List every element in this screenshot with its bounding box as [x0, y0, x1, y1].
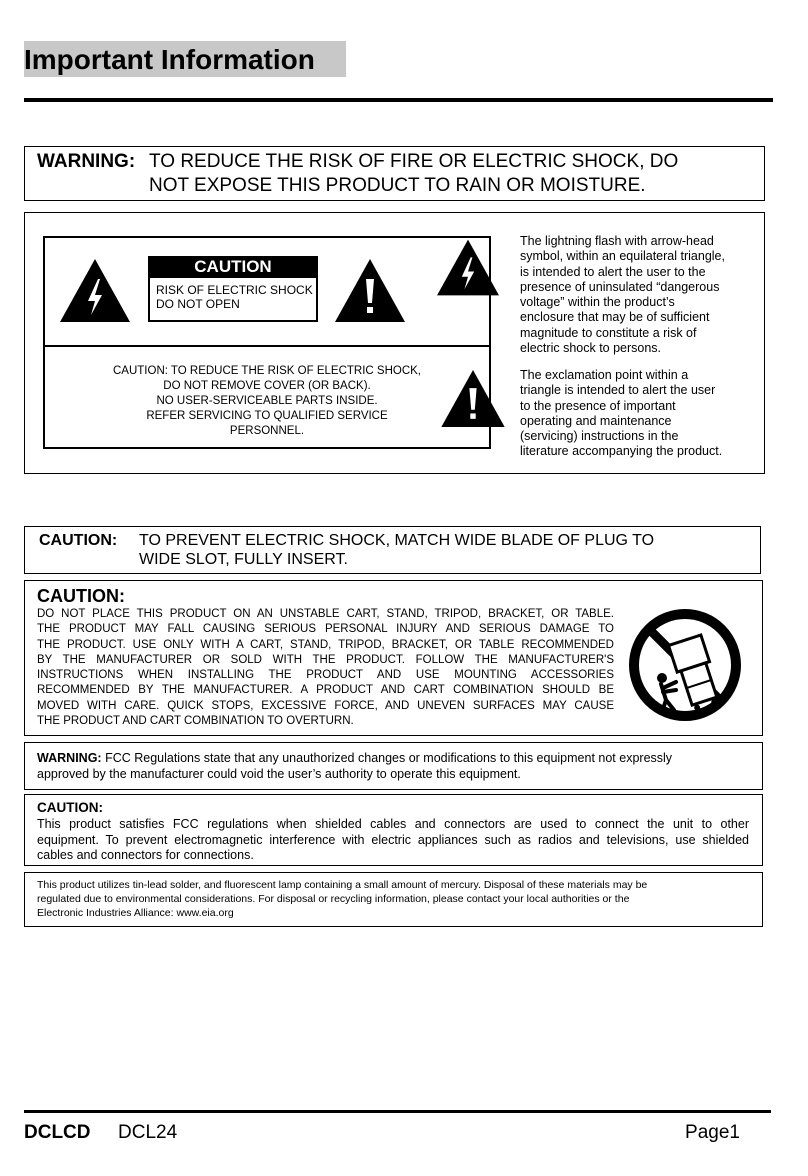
caution-panel-text	[45, 364, 489, 439]
explanation-line: triangle is intended to alert the user	[520, 383, 716, 398]
explanation-line: magnitude to constitute a risk of	[520, 325, 697, 340]
cart-caution-text	[37, 607, 614, 729]
title-rule	[24, 98, 773, 102]
footer-page-number: Page1	[685, 1122, 740, 1143]
caution-panel-line: CAUTION: TO REDUCE THE RISK OF ELECTRIC SHOCK,	[113, 365, 421, 377]
cart-caution-line: THE PRODUCT MAY FALL CAUSING SERIOUS PERSONAL INJURY AND SERIOUS DAMAGE TO	[37, 623, 614, 636]
explanation-line: (servicing) instructions in the	[520, 429, 679, 444]
cart-caution-heading: CAUTION:	[37, 586, 125, 606]
plug-caution-line2: WIDE SLOT, FULLY INSERT.	[139, 551, 348, 568]
page-title: Important Information	[24, 44, 315, 75]
cable-caution-line: This product satisfies FCC regulations when shielded cables and connectors are used to connect the unit to other	[37, 817, 749, 831]
cable-caution-line: equipment. To prevent electromagnetic interference with electric appliances such as radios and televisions, use shielded	[37, 832, 749, 847]
lightning-explanation	[520, 234, 760, 356]
explanation-line: The exclamation point within a	[520, 368, 689, 382]
exclamation-warning-icon	[335, 259, 405, 322]
caution-panel-line: NO USER-SERVICEABLE PARTS INSIDE.	[156, 395, 378, 407]
cart-caution-line: THE PRODUCT AND CART COMBINATION TO OVERTURN.	[37, 715, 354, 728]
explanation-line: operating and maintenance	[520, 413, 672, 428]
cart-caution-line: INSTRUCTIONS WHEN INSTALLING THE PRODUCT AND USE MOUNTING ACCESSORIES	[37, 669, 614, 682]
caution-label-line1: RISK OF ELECTRIC SHOCK	[156, 283, 313, 297]
footer-submodel: DCL24	[118, 1122, 178, 1143]
lightning-warning-icon	[60, 259, 130, 322]
cable-caution-text	[37, 817, 749, 864]
warning-moisture-label: WARNING:	[37, 151, 136, 172]
solder-note-line: regulated due to environmental considerations. For disposal or recycling information, please contact your local authorities or the	[37, 893, 630, 905]
warning-moisture-line1: TO REDUCE THE RISK OF FIRE OR ELECTRIC SHOCK, DO	[149, 151, 679, 172]
lightning-symbol-icon	[437, 239, 499, 296]
exclamation-symbol-icon	[438, 370, 508, 427]
explanation-line: presence of uninsulated “dangerous	[520, 279, 720, 294]
caution-label-heading: CAUTION	[148, 256, 318, 278]
cart-caution-line: RECOMMENDED BY THE MANUFACTURER. A PRODUCT AND CART COMBINATION SHOULD BE	[37, 684, 614, 697]
cable-caution-line: cables and connectors for connections.	[37, 848, 254, 862]
solder-note-text	[37, 878, 647, 920]
caution-panel-line: DO NOT REMOVE COVER (OR BACK).	[163, 380, 371, 392]
explanation-line: The lightning flash with arrow-head	[520, 234, 714, 248]
cable-caution-heading: CAUTION:	[37, 800, 103, 815]
caution-panel-divider	[43, 345, 491, 347]
explanation-line: is intended to alert the user to the	[520, 264, 706, 279]
exclamation-explanation	[520, 368, 760, 460]
explanation-line: electric shock to persons.	[520, 341, 662, 356]
cart-caution-line: THE PRODUCT. USE ONLY WITH A CART, STAND, TRIPOD, BRACKET, OR TABLE RECOMMENDED	[37, 638, 614, 651]
fcc-warning-line2: approved by the manufacturer could void the user’s authority to operate this equipment.	[37, 767, 521, 781]
warning-moisture-line2: NOT EXPOSE THIS PRODUCT TO RAIN OR MOISTURE.	[149, 175, 646, 196]
plug-caution-label: CAUTION:	[39, 532, 118, 549]
footer-model: DCLCD	[24, 1122, 91, 1143]
solder-note-line: Electronic Industries Alliance: www.eia.org	[37, 907, 234, 919]
fcc-warning-text1: FCC Regulations state that any unauthorized changes or modifications to this equipment not expressly	[105, 751, 673, 765]
cart-tip-over-icon	[628, 608, 742, 722]
cart-caution-line: BY THE MANUFACTURER OR SOLD WITH THE PRODUCT. FOLLOW THE MANUFACTURER'S	[37, 653, 614, 666]
explanation-line: enclosure that may be of sufficient	[520, 310, 710, 325]
caution-panel-line: PERSONNEL.	[229, 425, 305, 437]
plug-caution-line1: TO PREVENT ELECTRIC SHOCK, MATCH WIDE BLADE OF PLUG TO	[139, 532, 655, 549]
solder-note-line: This product utilizes tin-lead solder, and fluorescent lamp containing a small amount of mercury. Disposal of these materials may be	[37, 879, 648, 891]
explanation-line: literature accompanying the product.	[520, 444, 723, 459]
fcc-warning-line1	[37, 750, 672, 766]
caution-label-line2: DO NOT OPEN	[156, 297, 240, 311]
cart-caution-line: MOVED WITH CARE. QUICK STOPS, EXCESSIVE FORCE, AND UNEVEN SURFACES MAY CAUSE	[37, 699, 614, 712]
explanation-line: voltage” within the product’s	[520, 295, 675, 310]
explanation-line: to the presence of important	[520, 398, 676, 413]
caution-panel-line: REFER SERVICING TO QUALIFIED SERVICE	[146, 410, 388, 422]
explanation-line: symbol, within an equilateral triangle,	[520, 249, 725, 264]
cart-caution-line: DO NOT PLACE THIS PRODUCT ON AN UNSTABLE CART, STAND, TRIPOD, BRACKET, OR TABLE.	[37, 608, 614, 620]
footer-rule	[24, 1110, 771, 1113]
fcc-warning-label: WARNING:	[37, 751, 102, 765]
